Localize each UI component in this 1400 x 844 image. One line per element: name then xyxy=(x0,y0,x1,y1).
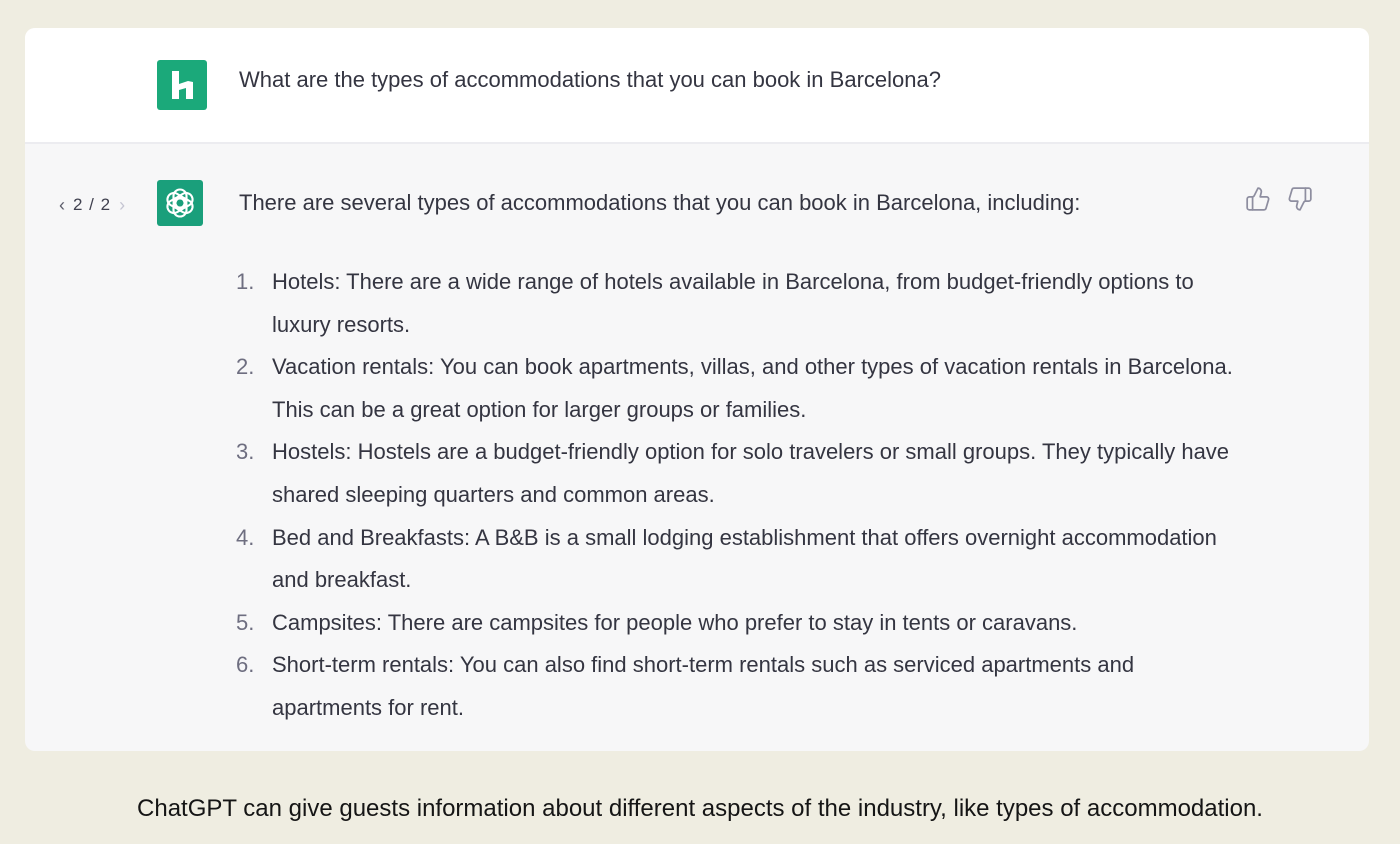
user-message-text: What are the types of accommodations that you can book in Barcelona? xyxy=(239,67,941,92)
list-item-text: Vacation rentals: You can book apartments, villas, and other types of vacation rentals in Barcelona. This can be a great option for larger groups or families. xyxy=(272,354,1233,422)
list-item-text: Hostels: Hostels are a budget-friendly option for solo travelers or small groups. They typically have shared sleeping quarters and common areas. xyxy=(272,439,1230,507)
accommodation-list xyxy=(233,261,1243,730)
thumbs-up-icon[interactable] xyxy=(1245,186,1271,212)
list-item-number: 4. xyxy=(236,524,255,550)
list-item-number: 5. xyxy=(236,609,255,635)
list-item xyxy=(233,346,1243,431)
thumbs-down-icon[interactable] xyxy=(1287,186,1313,212)
list-item-number: 2. xyxy=(236,354,255,380)
response-pagination xyxy=(57,194,127,216)
previous-response-button[interactable]: ‹ xyxy=(59,194,65,215)
response-count: 2 / 2 xyxy=(73,195,112,214)
feedback-buttons xyxy=(1245,186,1313,212)
list-item-text: Short-term rentals: You can also find short-term rentals such as serviced apartments and apartments for rent. xyxy=(272,652,1135,720)
list-item xyxy=(233,602,1243,645)
assistant-avatar xyxy=(157,180,203,226)
list-item xyxy=(233,517,1243,602)
list-item-text: Campsites: There are campsites for people who prefer to stay in tents or caravans. xyxy=(272,609,1078,635)
user-message-row xyxy=(25,28,1369,144)
assistant-intro-text: There are several types of accommodations that you can book in Barcelona, including: xyxy=(239,190,1081,215)
figure-caption: ChatGPT can give guests information about different aspects of the industry, like types of accommodation. xyxy=(137,795,1263,822)
hostelworld-h-logo-icon xyxy=(157,60,207,110)
list-item-number: 1. xyxy=(236,269,255,294)
conversation-card xyxy=(25,28,1369,751)
list-item xyxy=(233,644,1243,729)
openai-logo-icon xyxy=(157,180,203,226)
user-avatar xyxy=(157,60,207,110)
list-item xyxy=(233,261,1243,346)
list-item-number: 6. xyxy=(236,652,255,678)
list-item-text: Bed and Breakfasts: A B&B is a small lodging establishment that offers overnight accommodation and breakfast. xyxy=(272,524,1217,593)
list-item-text: Hotels: There are a wide range of hotels available in Barcelona, from budget-friendly options to luxury resorts. xyxy=(272,269,1194,337)
list-item xyxy=(233,431,1243,516)
next-response-button[interactable]: › xyxy=(119,194,126,215)
list-item-number: 3. xyxy=(236,439,255,465)
